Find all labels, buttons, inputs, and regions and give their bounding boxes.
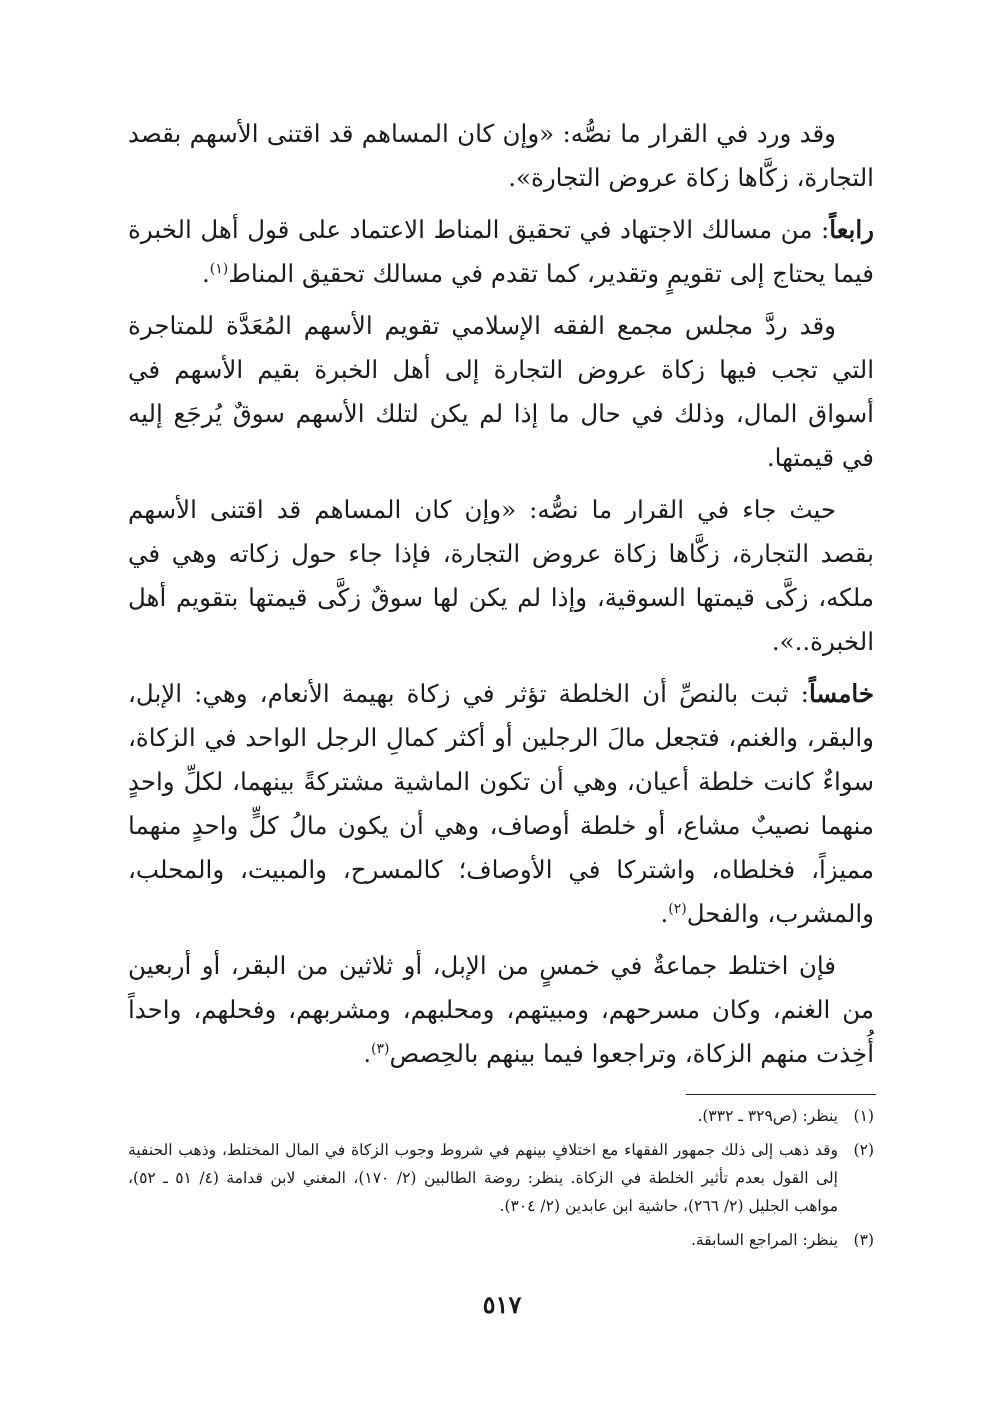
footnote-3 [128,1226,874,1254]
paragraph-lead: خامساً [808,679,874,708]
paragraph-text: وقد ورد في القرار ما نصُّه: «وإن كان المساهم قد اقتنى الأسهم بقصد التجارة، زكَّاها زكاة عروض التجارة». [128,119,874,192]
paragraph-text: وقد ردَّ مجلس مجمع الفقه الإسلامي تقويم الأسهم المُعَدَّة للمتاجرة التي تجب فيها زكاة عروض التجارة إلى أهل الخبرة بقيم الأسهم في أسواق المال، وذلك في حال ما إذا لم يكن لتلك الأسهم سوقٌ يُرجَع إليه في قيمتها. [128,311,874,472]
footnote-number: (٣) [853,1231,874,1249]
footnote-text: ينظر: (ص٣٢٩ ـ ٣٣٢). [697,1107,838,1125]
footnote-divider [686,1094,876,1095]
footnote-ref-2[interactable]: (٢) [668,900,687,917]
paragraph-6 [128,944,874,1076]
footnote-ref-1[interactable]: (١) [209,260,229,277]
paragraph-3 [128,304,874,480]
paragraph-5 [128,672,874,936]
footnotes [128,1102,874,1260]
footnote-2 [128,1136,874,1220]
footnote-1 [128,1102,874,1130]
paragraph-tail: . [201,259,210,288]
paragraph-text: : من مسالك الاجتهاد في تحقيق المناط الاعتماد على قول أهل الخبرة فيما يحتاج إلى تقويمٍ وتقدير، كما تقدم في مسالك تحقيق المناط [128,215,874,288]
footnote-number: (١) [853,1107,874,1125]
footnote-text: ينظر: المراجع السابقة. [691,1231,838,1249]
paragraph-text: : ثبت بالنصِّ أن الخلطة تؤثر في زكاة بهيمة الأنعام، وهي: الإبل، والبقر، والغنم، فتجعل مالَ الرجلين أو أكثر كمالِ الرجل الواحد في الزكاة، سواءٌ كانت خلطة أعيان، وهي أن تكون الماشية مشتركةً بينهما، لكلِّ واحدٍ منهما نصيبٌ مشاع، أو خلطة أوصاف، وهي أن يكون مالُ كلٍّ واحدٍ منهما مميزاً، فخلطاه، واشتركا في الأوصاف؛ كالمسرح، والمبيت، والمحلب، والمشرب، والفحل [128,679,874,928]
footnote-ref-3[interactable]: (٣) [370,1040,390,1057]
paragraph-text: حيث جاء في القرار ما نصُّه: «وإن كان المساهم قد اقتنى الأسهم بقصد التجارة، زكَّاها زكاة عروض التجارة، فإذا جاء حول زكاته وهي في ملكه، زكَّى قيمتها السوقية، وإذا لم يكن لها سوقٌ زكَّى قيمتها بتقويم أهل الخبرة..». [128,495,874,656]
paragraph-tail: . [363,1039,371,1068]
footnote-text: وقد ذهب إلى ذلك جمهور الفقهاء مع اختلافٍ بينهم في شروط وجوب الزكاة في المال المختلط، وذهب الحنفية إلى القول بعدم تأثير الخلطة في الزكاة. ينظر: روضة الطالبين (٢/ ١٧٠)، المغني لابن قدامة (٤/ ٥١ ـ ٥٢)، مواهب الجليل (٢/ ٢٦٦)، حاشية ابن عابدين (٢/ ٣٠٤). [128,1141,838,1215]
paragraph-text: فإن اختلط جماعةٌ في خمسٍ من الإبل، أو ثلاثين من البقر، أو أربعين من الغنم، وكان مسرحهم، ومبيتهم، ومحلبهم، ومشربهم، وفحلهم، واحداً أُخِذت منهم الزكاة، وتراجعوا فيما بينهم بالحِصص [128,951,874,1068]
paragraph-1 [128,112,874,200]
footnote-number: (٢) [853,1141,874,1159]
main-text [128,112,874,1084]
paragraph-tail: . [660,899,669,928]
page-number: ٥١٧ [482,1290,522,1319]
paragraph-lead: رابعاً [829,215,874,244]
paragraph-2 [128,208,874,296]
paragraph-4 [128,488,874,664]
